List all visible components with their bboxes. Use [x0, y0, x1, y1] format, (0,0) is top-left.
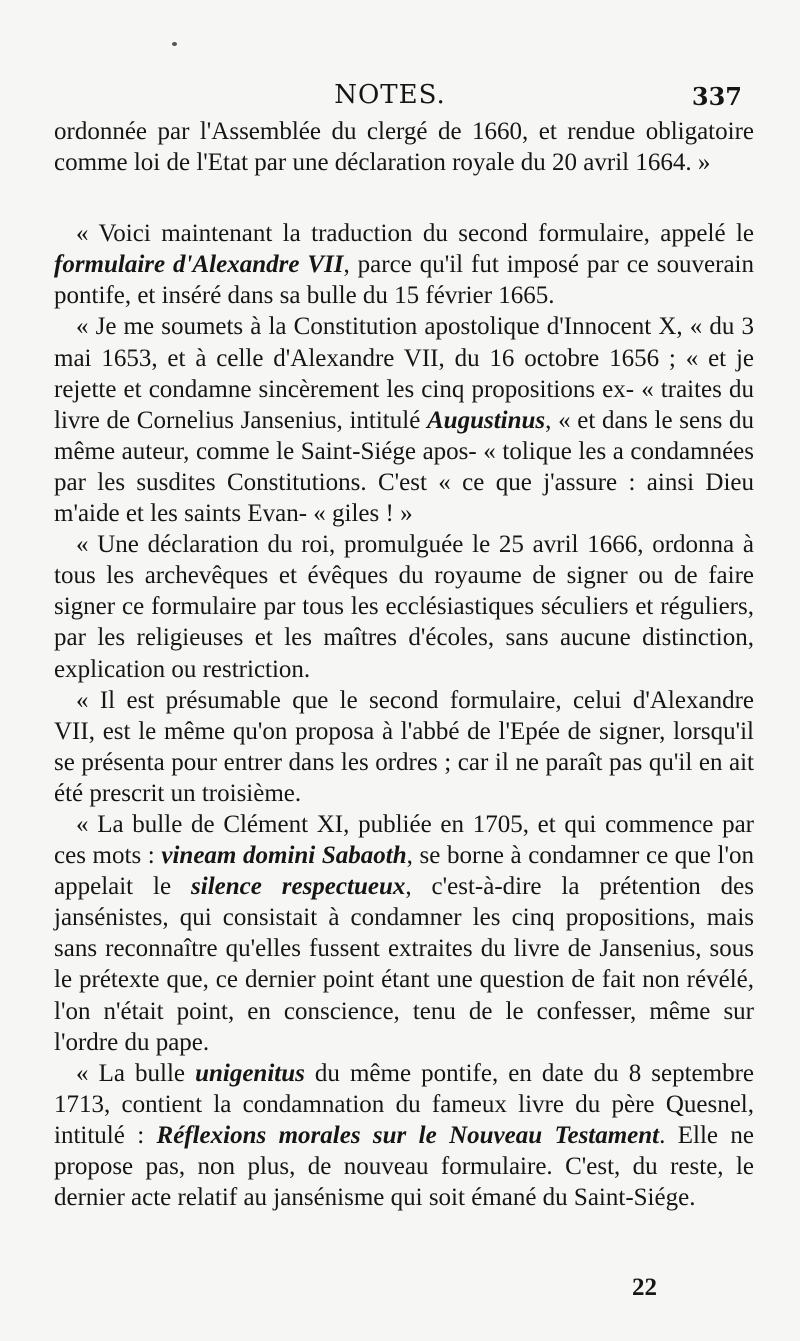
paragraph-abbe-epee: « Il est présumable que le second formulaire, celui d'Alexandre VII, est le même qu'on proposa à l'abbé de l'Epée de signer, lorsqu'il se présenta pour entrer dans les ordres ; car il ne paraît pas qu'il en ait été prescrit un troisième. — [54, 686, 754, 807]
paragraph-text: , se borne à condamner ce que l'on appelait le — [54, 842, 754, 901]
paragraph-text: . Elle ne propose pas, non plus, de nouveau formulaire. C'est, du reste, le dernier acte relatif au jansénisme qui soit émané du Saint-Siége. — [54, 1121, 754, 1212]
paragraph-text: , « et dans le sens du même auteur, comme le Saint-Siége apos- « tolique les a condamnées par les susdites Constitutions. C'est « ce que j'assure : ainsi Dieu m'aide et les saints Evan- « giles ! » — [54, 406, 755, 528]
paragraph-text: , c'est-à-dire la prétention des jansénistes, qui consistait à condamner les cinq propositions, mais sans reconnaître qu'elles fussent extraites du livre de Jansenius, sous le prétexte que, ce dernier point étant une question de fait non révélé, l'on n'était point, en conscience, tenu de le confesser, même sur l'ordre du pape. — [54, 873, 754, 1056]
paragraph-text: « Je me soumets à la Constitution apostolique d'Innocent X, « du 3 mai 1653, et à celle d'Alexandre VII, du 16 octobre 1656 ; « et je rejette et condamne sincèrement les cinq propositions ex- « traites du livre de Cornelius Jansenius, intitulé — [54, 313, 754, 434]
emphasis-silence-respectueux: silence respectueux — [191, 873, 406, 901]
paragraph-bulle-clement — [54, 809, 754, 1058]
ink-spot — [172, 42, 177, 46]
emphasis-augustinus: Augustinus — [427, 406, 546, 434]
paragraph-text: , parce qu'il fut imposé par ce souverain pontife, et inséré dans sa bulle du 15 février 1665. — [54, 251, 754, 310]
body-text — [54, 116, 754, 1213]
paragraph-bulle-unigenitus — [54, 1058, 754, 1213]
paragraph-text: « La bulle — [76, 1059, 196, 1087]
page-number: 337 — [691, 82, 742, 111]
paragraph-continuation: ordonnée par l'Assemblée du clergé de 1660, et rendue obligatoire comme loi de l'Etat par une déclaration royale du 20 avril 1664. » — [54, 118, 754, 177]
paragraph-text: « Voici maintenant la traduction du second formulaire, appelé le — [76, 220, 754, 248]
paragraph-text: du même pontife, en date du 8 septembre 1713, contient la condamnation du fameux livre du père Quesnel, intitulé : — [54, 1059, 754, 1149]
paragraph-declaration-roi: « Une déclaration du roi, promulguée le 25 avril 1666, ordonna à tous les archevêques et évêques du royaume de signer ou de faire signer ce formulaire par tous les ecclésiastiques séculiers et réguliers, par les religieuses et les maîtres d'écoles, sans aucune distinction, explication ou restriction. — [54, 531, 754, 683]
running-head-title: NOTES. — [334, 80, 446, 110]
emphasis-unigenitus: unigenitus — [195, 1059, 305, 1087]
paragraph-formulaire-quote — [54, 311, 754, 529]
paragraph-text: « La bulle de Clément XI, publiée en 1705, et qui commence par ces mots : — [54, 810, 754, 870]
signature-mark: 22 — [632, 1274, 657, 1301]
paragraph-gap — [54, 178, 754, 218]
emphasis-vineam: vineam domini Sabaoth — [161, 842, 407, 870]
emphasis-reflexions-morales: Réflexions morales sur le Nouveau Testament — [156, 1121, 660, 1149]
paragraph-formulaire-intro — [54, 218, 754, 311]
emphasis-formulaire-alexandre: formulaire d'Alexandre VII — [54, 251, 344, 279]
